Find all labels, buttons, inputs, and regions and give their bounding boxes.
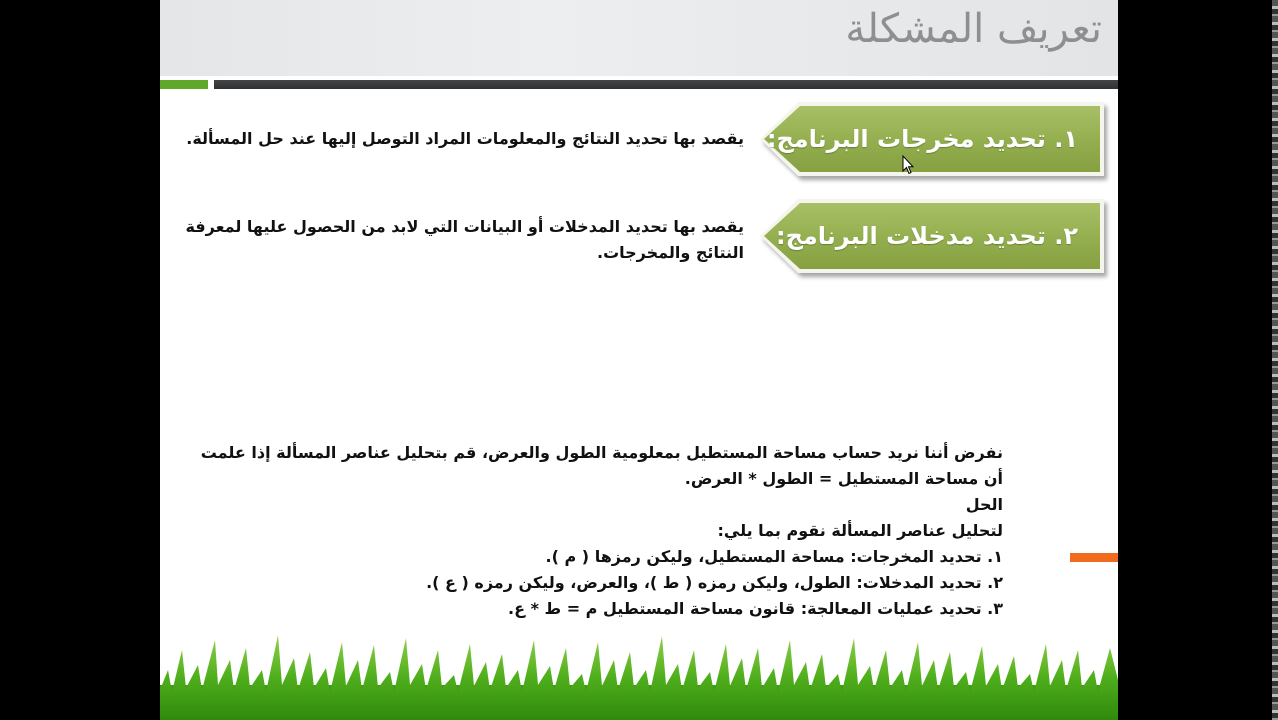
step-2-label: ٢. تحديد مدخلات البرنامج: (776, 222, 1078, 250)
problem-line-2: أن مساحة المستطيل = الطول * العرض. (684, 469, 1003, 488)
step-1-description: يقصد بها تحديد النتائج والمعلومات المراد التوصل إليها عند حل المسألة. (186, 129, 744, 148)
dark-accent-bar (214, 80, 1118, 89)
step-2-description (164, 214, 744, 266)
step-1-chevron (764, 106, 1100, 172)
slide-title: تعريف المشكلة (845, 6, 1102, 52)
grass-decoration (160, 630, 1118, 720)
solution-item-1: ١. تحديد المخرجات: مساحة المستطيل، وليكن رمزها ( م ). (545, 547, 1003, 566)
orange-accent-bar (1070, 553, 1118, 562)
step-2-chevron (764, 203, 1100, 269)
solution-item-2: ٢. تحديد المدخلات: الطول، وليكن رمزه ( ط )، والعرض، وليكن رمزه ( ع ). (426, 573, 1003, 592)
title-bar (160, 0, 1118, 76)
presentation-slide (160, 0, 1118, 720)
problem-line-1: نفرض أننا نريد حساب مساحة المستطيل بمعلومية الطول والعرض، قم بتحليل عناصر المسألة إذا علمت (200, 443, 1003, 462)
mouse-cursor-icon (902, 155, 914, 175)
solution-heading: الحل (965, 495, 1003, 514)
solution-intro: لتحليل عناصر المسألة نقوم بما يلي: (717, 521, 1003, 540)
green-accent-bar (160, 80, 208, 89)
example-problem (200, 440, 1003, 622)
step-1-label: ١. تحديد مخرجات البرنامج: (766, 125, 1078, 153)
side-strip-decoration (1272, 0, 1278, 720)
solution-item-3: ٣. تحديد عمليات المعالجة: قانون مساحة المستطيل م = ط * ع. (507, 599, 1003, 618)
step-2-description-line-2: النتائج والمخرجات. (596, 243, 744, 262)
step-2-description-line-1: يقصد بها تحديد المدخلات أو البيانات التي لابد من الحصول عليها لمعرفة (185, 217, 744, 236)
